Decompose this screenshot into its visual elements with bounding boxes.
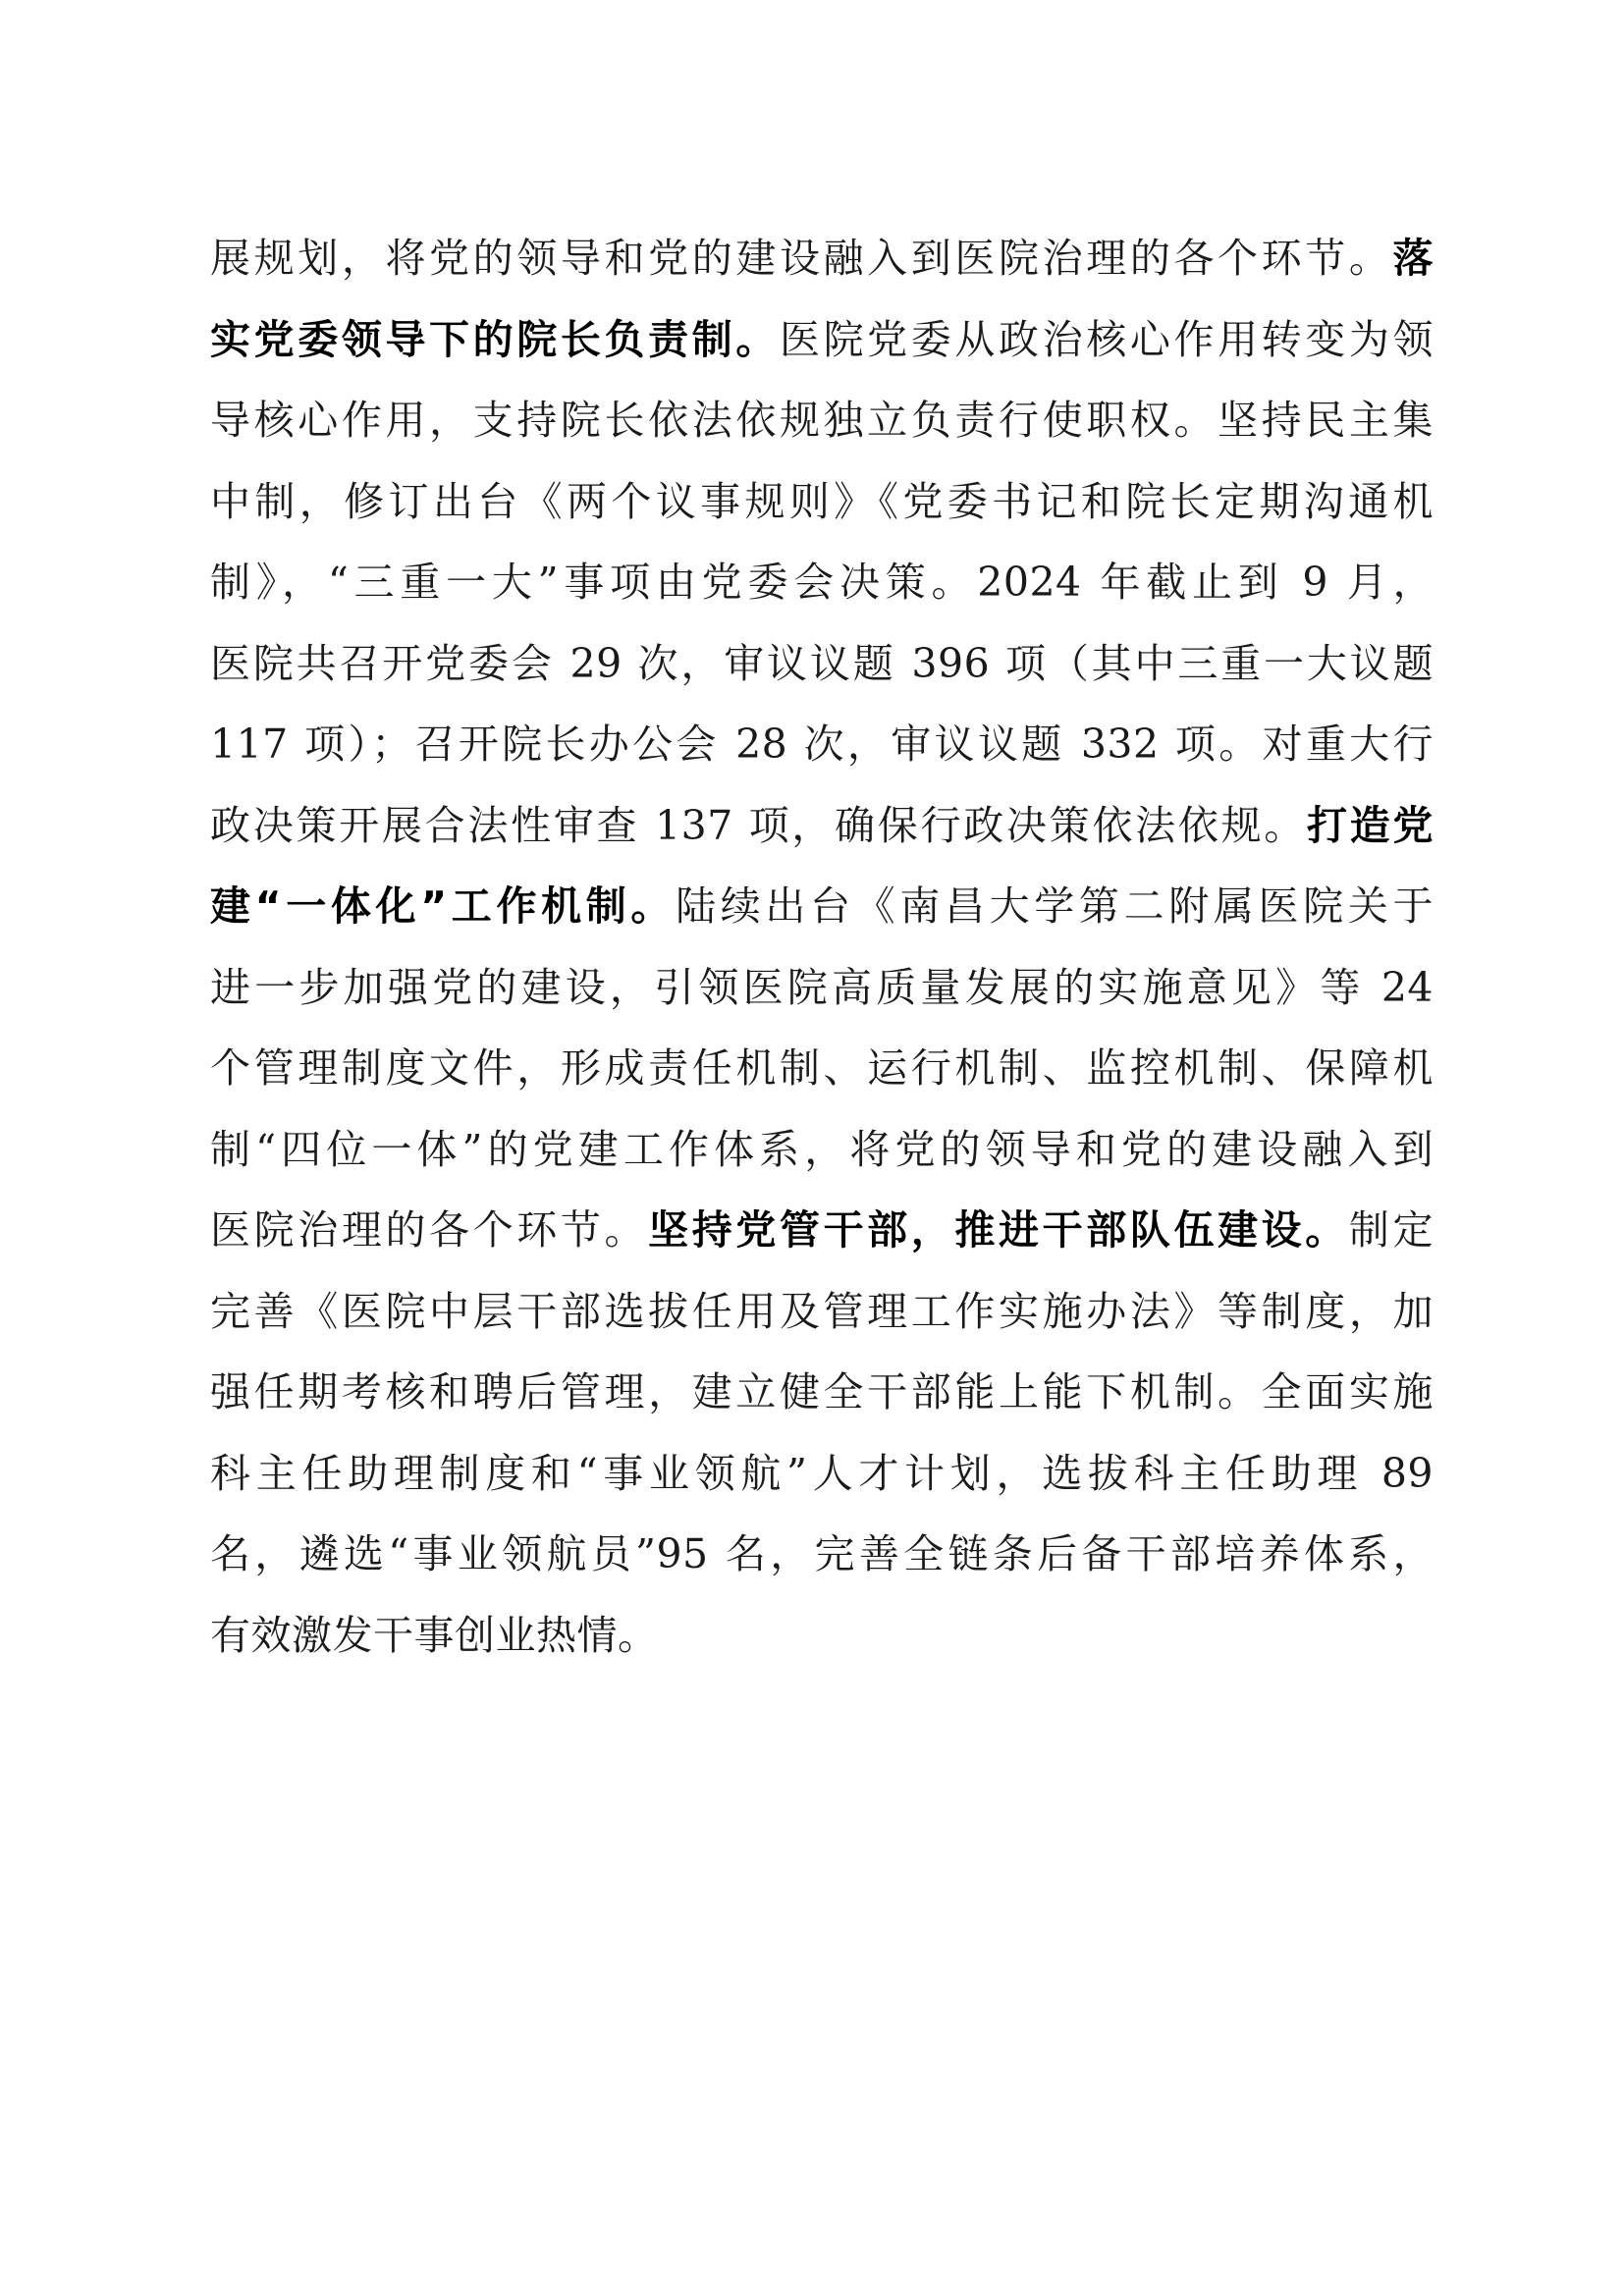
text-line — [210, 1190, 1434, 1271]
text-line — [210, 1271, 1434, 1353]
text-segment: 医院共召开党委会 29 次，审议议题 396 项（其中三重一大议题 — [210, 639, 1434, 687]
text-line — [210, 218, 1434, 299]
bold-heading-text: 打造党 — [1307, 801, 1435, 849]
text-line — [210, 542, 1434, 623]
text-segment: 科主任助理制度和“事业领航”人才计划，选拔科主任助理 89 — [210, 1449, 1434, 1497]
text-segment: 医院党委从政治核心作用转变为领 — [779, 315, 1435, 363]
text-segment: 展规划，将党的领导和党的建设融入到医院治理的各个环节。 — [210, 235, 1393, 282]
bold-heading-text: 落 — [1392, 235, 1434, 282]
text-segment: 名，遴选“事业领航员”95 名，完善全链条后备干部培养体系， — [210, 1530, 1434, 1577]
text-line — [210, 1352, 1434, 1433]
text-line — [210, 785, 1434, 867]
text-line — [210, 1514, 1434, 1595]
text-line — [210, 866, 1434, 947]
text-segment: 117 项）；召开院长办公会 28 次，审议议题 332 项。对重大行 — [210, 721, 1434, 768]
body-paragraph — [210, 218, 1434, 1676]
text-segment: 制“四位一体”的党建工作体系，将党的领导和党的建设融入到 — [210, 1125, 1434, 1173]
text-segment: 医院治理的各个环节。 — [210, 1206, 649, 1254]
text-line — [210, 1028, 1434, 1109]
bold-heading-text: 实党委领导下的院长负责制。 — [210, 315, 780, 363]
text-line — [210, 461, 1434, 543]
text-segment: 制定 — [1348, 1206, 1435, 1254]
text-segment: 完善《医院中层干部选拔任用及管理工作实施办法》等制度，加 — [210, 1287, 1434, 1335]
text-line — [210, 623, 1434, 705]
bold-heading-text: 坚持党管干部，推进干部队伍建设。 — [648, 1206, 1349, 1254]
text-segment: 强任期考核和聘后管理，建立健全干部能上能下机制。全面实施 — [210, 1368, 1434, 1415]
text-line — [210, 704, 1434, 785]
text-line — [210, 1109, 1434, 1191]
text-segment: 政决策开展合法性审查 137 项，确保行政决策依法依规。 — [210, 801, 1308, 849]
text-line — [210, 1433, 1434, 1515]
text-segment: 导核心作用，支持院长依法依规独立负责行使职权。坚持民主集 — [210, 397, 1434, 444]
document-page — [210, 218, 1434, 1676]
text-segment: 进一步加强党的建设，引领医院高质量发展的实施意见》等 24 — [210, 963, 1434, 1011]
text-line — [210, 380, 1434, 461]
text-segment: 中制，修订出台《两个议事规则》《党委书记和院长定期沟通机 — [210, 477, 1434, 525]
text-segment: 个管理制度文件，形成责任机制、运行机制、监控机制、保障机 — [210, 1044, 1434, 1092]
text-segment: 有效激发干事创业热情。 — [210, 1611, 659, 1659]
bold-heading-text: 建“一体化”工作机制。 — [210, 882, 677, 930]
text-line — [210, 1595, 1434, 1677]
text-line — [210, 947, 1434, 1029]
text-segment: 陆续出台《南昌大学第二附属医院关于 — [676, 882, 1434, 930]
text-line — [210, 299, 1434, 381]
text-segment: 制》，“三重一大”事项由党委会决策。2024 年截止到 9 月， — [210, 559, 1434, 606]
